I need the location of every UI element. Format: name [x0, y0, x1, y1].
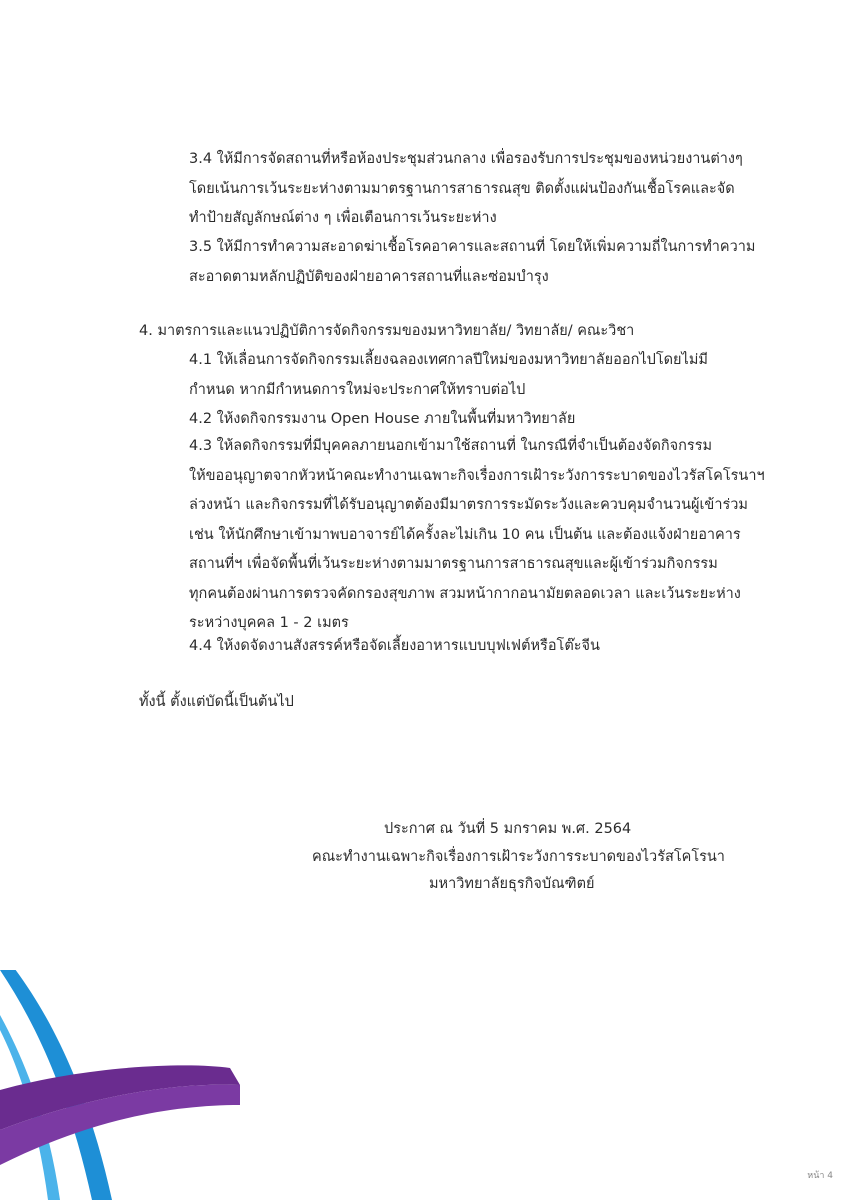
page-number: หน้า 4	[807, 1171, 833, 1181]
text-line: ให้ขออนุญาตจากหัวหน้าคณะทำงานเฉพาะกิจเรื่องการเฝ้าระวังการระบาดของไวรัสโคโรนาฯ	[189, 467, 765, 484]
section-4-4: 4.4 ให้งดจัดงานสังสรรค์หรือจัดเลี้ยงอาหารแบบบุฟเฟต์หรือโต๊ะจีน	[189, 638, 600, 654]
section-3-5	[189, 233, 755, 292]
text-line: 3.5 ให้มีการทำความสะอาดฆ่าเชื้อโรคอาคารและสถานที่ โดยให้เพิ่มความถี่ในการทำความ	[189, 239, 756, 255]
signature-block	[312, 816, 725, 899]
committee-name: คณะทำงานเฉพาะกิจเรื่องการเฝ้าระวังการระบาดของไวรัสโคโรนา	[312, 848, 725, 865]
section-4-heading: 4. มาตรการและแนวปฏิบัติการจัดกิจกรรมของมหาวิทยาลัย/ วิทยาลัย/ คณะวิชา	[139, 323, 635, 339]
closing-statement: ทั้งนี้ ตั้งแต่บัดนี้เป็นต้นไป	[139, 694, 294, 710]
date-line: ประกาศ ณ วันที่ 5 มกราคม พ.ศ. 2564	[384, 821, 632, 837]
decorative-ribbon-graphic	[0, 970, 240, 1200]
text-line: ระหว่างบุคคล 1 - 2 เมตร	[189, 615, 349, 631]
university-name: มหาวิทยาลัยธุรกิจบัณฑิตย์	[429, 876, 595, 892]
section-4-3	[189, 432, 765, 639]
section-4-1	[189, 346, 708, 405]
text-line: ทำป้ายสัญลักษณ์ต่าง ๆ เพื่อเตือนการเว้นระยะห่าง	[189, 210, 497, 226]
text-line: สถานที่ฯ เพื่อจัดพื้นที่เว้นระยะห่างตามมาตรฐานการสาธารณสุขและผู้เข้าร่วมกิจกรรม	[189, 556, 718, 572]
section-4-2: 4.2 ให้งดกิจกรรมงาน Open House ภายในพื้นที่มหาวิทยาลัย	[189, 411, 576, 427]
text-line: 3.4 ให้มีการจัดสถานที่หรือห้องประชุมส่วนกลาง เพื่อรองรับการประชุมของหน่วยงานต่างๆ	[189, 151, 743, 167]
text-line: กำหนด หากมีกำหนดการใหม่จะประกาศให้ทราบต่อไป	[189, 381, 526, 398]
text-line: ล่วงหน้า และกิจกรรมที่ได้รับอนุญาตต้องมีมาตรการระมัดระวังและควบคุมจำนวนผู้เข้าร่วม	[189, 497, 748, 513]
text-line: ทุกคนต้องผ่านการตรวจคัดกรองสุขภาพ สวมหน้ากากอนามัยตลอดเวลา และเว้นระยะห่าง	[189, 585, 741, 602]
section-3-4	[189, 145, 743, 234]
text-line: เช่น ให้นักศึกษาเข้ามาพบอาจารย์ได้ครั้งละไม่เกิน 10 คน เป็นต้น และต้องแจ้งฝ่ายอาคาร	[189, 526, 741, 543]
text-line: 4.3 ให้ลดกิจกรรมที่มีบุคคลภายนอกเข้ามาใช้สถานที่ ในกรณีที่จำเป็นต้องจัดกิจกรรม	[189, 438, 713, 454]
text-line: 4.1 ให้เลื่อนการจัดกิจกรรมเลี้ยงฉลองเทศกาลปีใหม่ของมหาวิทยาลัยออกไปโดยไม่มี	[189, 352, 708, 368]
text-line: โดยเน้นการเว้นระยะห่างตามมาตรฐานการสาธารณสุข ติดตั้งแผ่นป้องกันเชื้อโรคและจัด	[189, 180, 735, 197]
text-line: สะอาดตามหลักปฏิบัติของฝ่ายอาคารสถานที่และซ่อมบำรุง	[189, 268, 549, 285]
